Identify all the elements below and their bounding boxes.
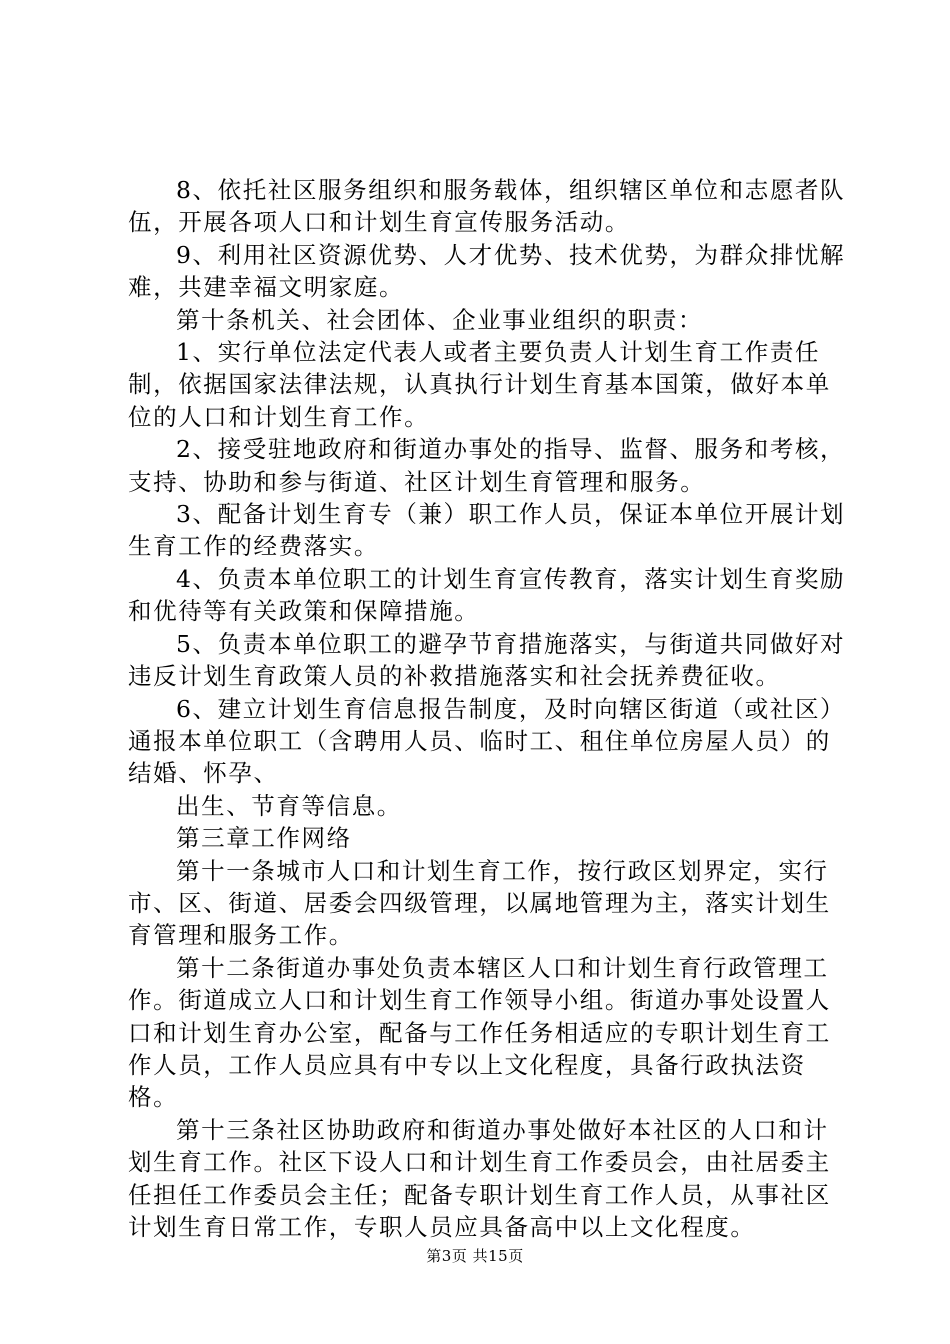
page-number-footer: 第3页 共15页 [426,1247,524,1265]
paragraph: 第十一条城市人口和计划生育工作，按行政区划界定，实行市、区、街道、居委会四级管理，以属地管理为主，落实计划生育管理和服务工作。 [128,856,831,950]
paragraph: 6、建立计划生育信息报告制度，及时向辖区街道（或社区）通报本单位职工（含聘用人员、临时工、租住单位房屋人员）的结婚、怀孕、 [128,694,846,788]
paragraph: 5、负责本单位职工的避孕节育措施落实，与街道共同做好对违反计划生育政策人员的补救措施落实和社会抚养费征收。 [128,629,846,691]
paragraph: 2、接受驻地政府和街道办事处的指导、监督、服务和考核，支持、协助和参与街道、社区计划生育管理和服务。 [128,435,846,496]
section-heading: 第十条机关、社会团体、企业事业组织的职责： [176,305,704,334]
paragraph: 8、依托社区服务组织和服务载体，组织辖区单位和志愿者队伍，开展各项人口和计划生育宣传服务活动。 [128,176,846,237]
paragraph: 1、实行单位法定代表人或者主要负责人计划生育工作责任制，依据国家法律法规，认真执行计划生育基本国策，做好本单位的人口和计划生育工作。 [128,338,831,431]
document-body [128,174,848,1243]
paragraph: 3、配备计划生育专（兼）职工作人员，保证本单位开展计划生育工作的经费落实。 [128,500,846,561]
paragraph: 第十二条街道办事处负责本辖区人口和计划生育行政管理工作。街道成立人口和计划生育工作领导小组。街道办事处设置人口和计划生育办公室，配备与工作任务相适应的专职计划生育工作人员，工作人员应具有中专以上文化程度，具备行政执法资格。 [128,953,831,1112]
paragraph: 9、利用社区资源优势、人才优势、技术优势，为群众排忧解难，共建幸福文明家庭。 [128,240,846,302]
paragraph: 出生、节育等信息。 [176,791,402,820]
paragraph: 4、负责本单位职工的计划生育宣传教育，落实计划生育奖励和优待等有关政策和保障措施。 [128,564,846,626]
paragraph: 第十三条社区协助政府和街道办事处做好本社区的人口和计划生育工作。社区下设人口和计划生育工作委员会，由社居委主任担任工作委员会主任；配备专职计划生育工作人员，从事社区计划生育日常工作，专职人员应具备高中以上文化程度。 [128,1115,831,1241]
chapter-heading: 第三章工作网络 [176,824,352,853]
